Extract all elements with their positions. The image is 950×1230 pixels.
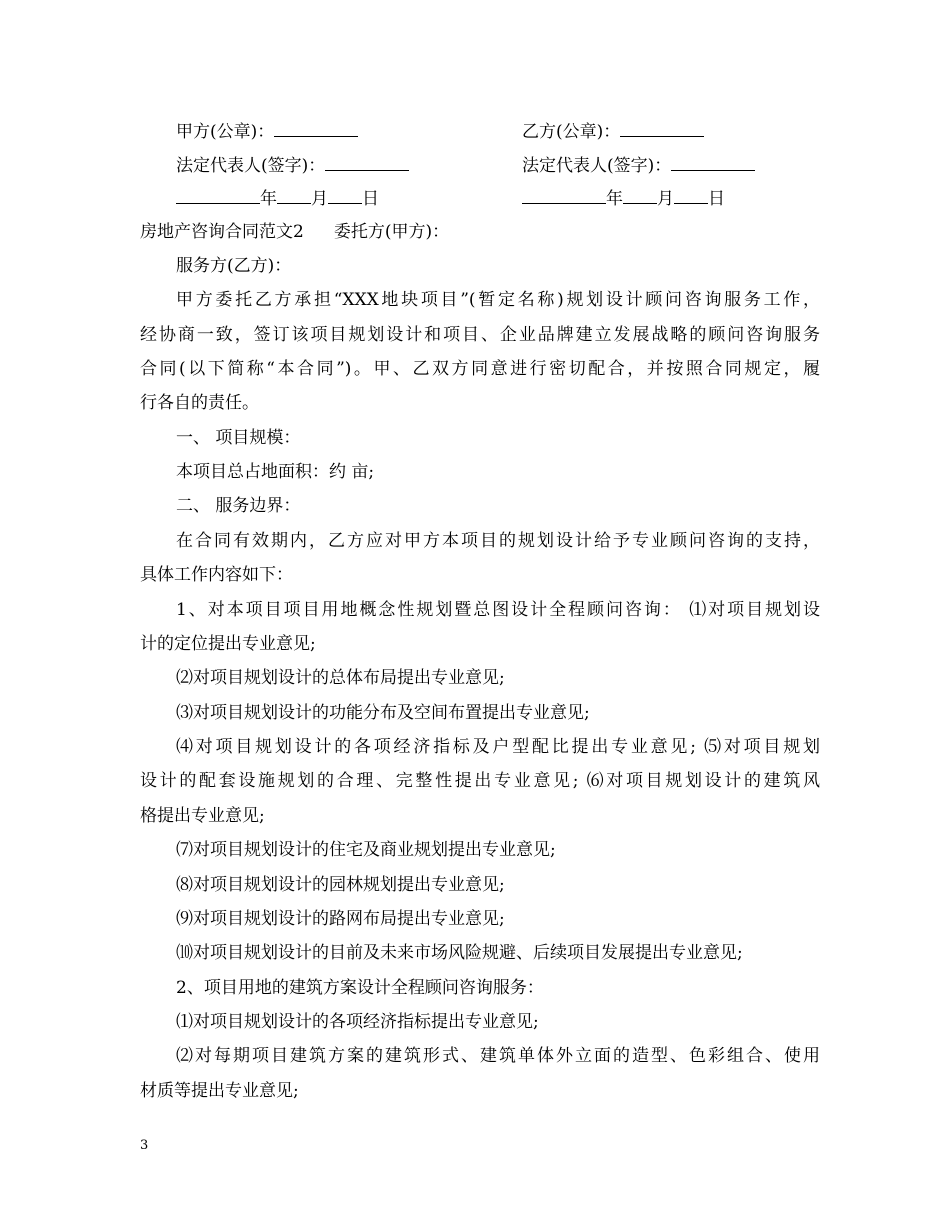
party-b-seal-line — [522, 120, 704, 143]
section-1-heading: 一、 项目规模： — [176, 428, 301, 448]
party-a-seal-label: 甲方(公章)： — [176, 122, 275, 142]
item-1-sub-7: ⑺对项目规划设计的住宅及商业规划提出专业意见; — [176, 840, 556, 860]
intro-line-1: 甲方委托乙方承担“XXX地块项目”(暂定名称)规划设计顾问咨询服务工作， — [176, 290, 820, 310]
legal-rep-b-blank — [671, 154, 755, 171]
section-1-area: 本项目总占地面积：约 亩; — [176, 462, 375, 482]
month-blank-a — [277, 187, 311, 204]
item-1-sub-4-line-3: 格提出专业意见; — [140, 806, 265, 826]
item-1-sub-4-line-1: ⑷对项目规划设计的各项经济指标及户型配比提出专业意见; ⑸对项目规划 — [176, 737, 820, 757]
item-1-sub-4-line-2: 设计的配套设施规划的合理、完整性提出专业意见; ⑹对项目规划设计的建筑风 — [140, 771, 820, 791]
client-party-label: 委托方(甲方)： — [333, 222, 450, 242]
year-blank-a — [176, 187, 260, 204]
party-b-seal-blank — [620, 120, 704, 137]
party-b-seal-label: 乙方(公章)： — [522, 122, 621, 142]
section-2-para-line-2: 具体工作内容如下： — [140, 565, 293, 585]
item-1-sub-9: ⑼对项目规划设计的路网布局提出专业意见; — [176, 909, 505, 929]
item-1-sub-8: ⑻对项目规划设计的园林规划提出专业意见; — [176, 875, 505, 895]
day-label-b: 日 — [708, 189, 725, 209]
legal-rep-a-label: 法定代表人(签字)： — [176, 156, 326, 176]
year-blank-b — [522, 187, 606, 204]
intro-line-3: 合同(以下简称“本合同”)。甲、乙双方同意进行密切配合，并按照合同规定，履 — [140, 359, 820, 379]
legal-rep-a-line — [176, 154, 409, 177]
date-line-a — [176, 187, 379, 210]
legal-rep-b-label: 法定代表人(签字)： — [522, 156, 672, 176]
service-party-label: 服务方(乙方)： — [176, 256, 292, 276]
item-1-sub-10: ⑽对项目规划设计的目前及未来市场风险规避、后续项目发展提出专业意见; — [176, 943, 743, 963]
day-label-a: 日 — [362, 189, 379, 209]
item-2-sub-2-line-1: ⑵对每期项目建筑方案的建筑形式、建筑单体外立面的造型、色彩组合、使用 — [176, 1046, 820, 1066]
legal-rep-a-blank — [325, 154, 409, 171]
item-1-sub-3: ⑶对项目规划设计的功能分布及空间布置提出专业意见; — [176, 703, 590, 723]
item-2-sub-2-line-2: 材质等提出专业意见; — [140, 1081, 299, 1101]
year-label-a: 年 — [260, 189, 277, 209]
month-label-b: 月 — [657, 189, 674, 209]
intro-line-2: 经协商一致，签订该项目规划设计和项目、企业品牌建立发展战略的顾问咨询服务 — [140, 325, 820, 345]
day-blank-a — [328, 187, 362, 204]
item-1-line-2: 计的定位提出专业意见; — [140, 634, 316, 654]
year-label-b: 年 — [606, 189, 623, 209]
section-2-para-line-1: 在合同有效期内，乙方应对甲方本项目的规划设计给予专业顾问咨询的支持， — [176, 531, 820, 551]
party-a-seal-line — [176, 120, 358, 143]
month-label-a: 月 — [311, 189, 328, 209]
day-blank-b — [674, 187, 708, 204]
date-line-b — [522, 187, 725, 210]
page-number: 3 — [140, 1138, 149, 1153]
item-1-line-1: 1、对本项目项目用地概念性规划暨总图设计全程顾问咨询： ⑴对项目规划设 — [176, 600, 820, 620]
item-2-sub-1: ⑴对项目规划设计的各项经济指标提出专业意见; — [176, 1012, 539, 1032]
section-2-heading: 二、 服务边界： — [176, 496, 301, 516]
intro-line-4: 行各自的责任。 — [140, 393, 259, 413]
contract-title: 房地产咨询合同范文2 — [140, 222, 304, 242]
legal-rep-b-line — [522, 154, 755, 177]
item-1-sub-2: ⑵对项目规划设计的总体布局提出专业意见; — [176, 668, 505, 688]
party-a-seal-blank — [274, 120, 358, 137]
month-blank-b — [623, 187, 657, 204]
item-2-heading: 2、项目用地的建筑方案设计全程顾问咨询服务： — [176, 978, 544, 998]
contract-title-line — [140, 221, 820, 243]
